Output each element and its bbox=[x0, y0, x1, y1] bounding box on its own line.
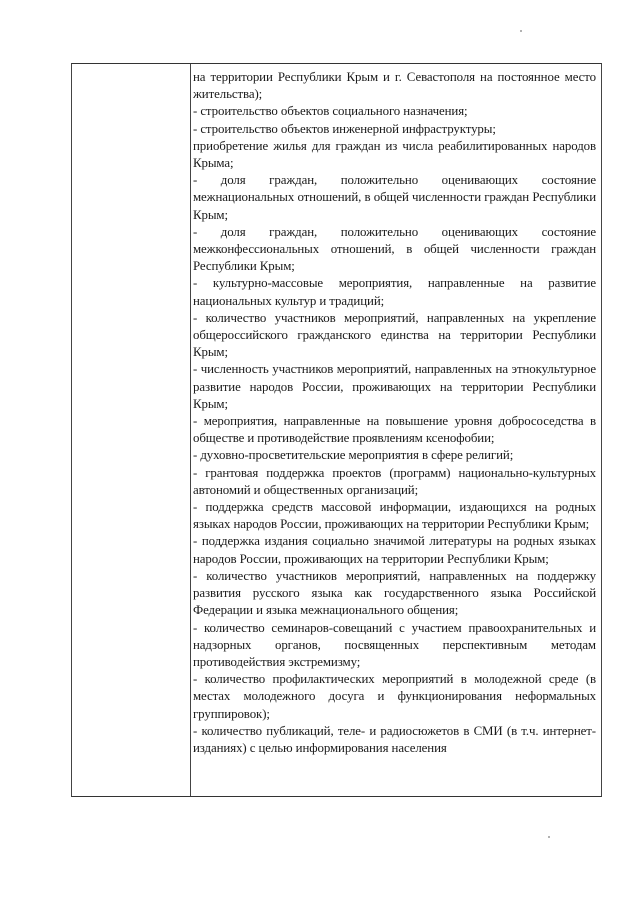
paragraph: - количество семинаров-совещаний с участием правоохранительных и надзорных органов, посвященных перспективным методам противодействия экстремизму; bbox=[193, 620, 596, 669]
paragraph: - духовно-просветительские мероприятия в сфере религий; bbox=[193, 448, 514, 463]
left-column-cell bbox=[72, 64, 190, 796]
scan-speck bbox=[548, 836, 550, 838]
scan-speck bbox=[520, 30, 522, 32]
paragraph: - количество профилактических мероприятий в молодежной среде (в местах молодежного досуга и функционирования неформальных группировок); bbox=[193, 672, 596, 721]
paragraph: - количество участников мероприятий, направленных на укрепление общероссийского гражданского единства на территории Республики Крым; bbox=[193, 310, 596, 360]
paragraph: - культурно-массовые мероприятия, направленные на развитие национальных культур и традиций; bbox=[193, 276, 596, 308]
paragraph: - количество участников мероприятий, направленных на поддержку развития русского языка как государственного языка Российской Федерации и языка межнационального общения; bbox=[193, 568, 596, 618]
paragraph: - строительство объектов социального назначения; bbox=[193, 104, 468, 119]
paragraph: - численность участников мероприятий, направленных на этнокультурное развитие народов России, проживающих на территории Республики Крым; bbox=[193, 362, 596, 411]
paragraph: - строительство объектов инженерной инфраструктуры; bbox=[193, 121, 496, 136]
column-divider bbox=[190, 64, 191, 796]
paragraph: - грантовая поддержка проектов (программ) национально-культурных автономий и общественных организаций; bbox=[193, 465, 596, 497]
paragraph: - поддержка издания социально значимой литературы на родных языках народов России, проживающих на территории Республики Крым; bbox=[193, 534, 596, 566]
paragraph: - поддержка средств массовой информации, издающихся на родных языках народов России, проживающих на территории Республики Крым; bbox=[193, 500, 596, 532]
right-column-cell bbox=[193, 69, 596, 757]
paragraph: на территории Республики Крым и г. Севастополя на постоянное место жительства); bbox=[193, 70, 596, 102]
paragraph: - доля граждан, положительно оценивающих состояние межнациональных отношений, в общей численности граждан Республики Крым; bbox=[193, 173, 596, 222]
paragraph: приобретение жилья для граждан из числа реабилитированных народов Крыма; bbox=[193, 138, 596, 171]
paragraph: - мероприятия, направленные на повышение уровня добрососедства в обществе и противодействие проявлениям ксенофобии; bbox=[193, 414, 596, 446]
paragraph: - количество публикаций, теле- и радиосюжетов в СМИ (в т.ч. интернет-изданиях) с целью информирования населения bbox=[193, 723, 596, 755]
document-table bbox=[71, 63, 602, 797]
paragraph: - доля граждан, положительно оценивающих состояние межконфессиональных отношений, в общей численности граждан Республики Крым; bbox=[193, 224, 596, 274]
